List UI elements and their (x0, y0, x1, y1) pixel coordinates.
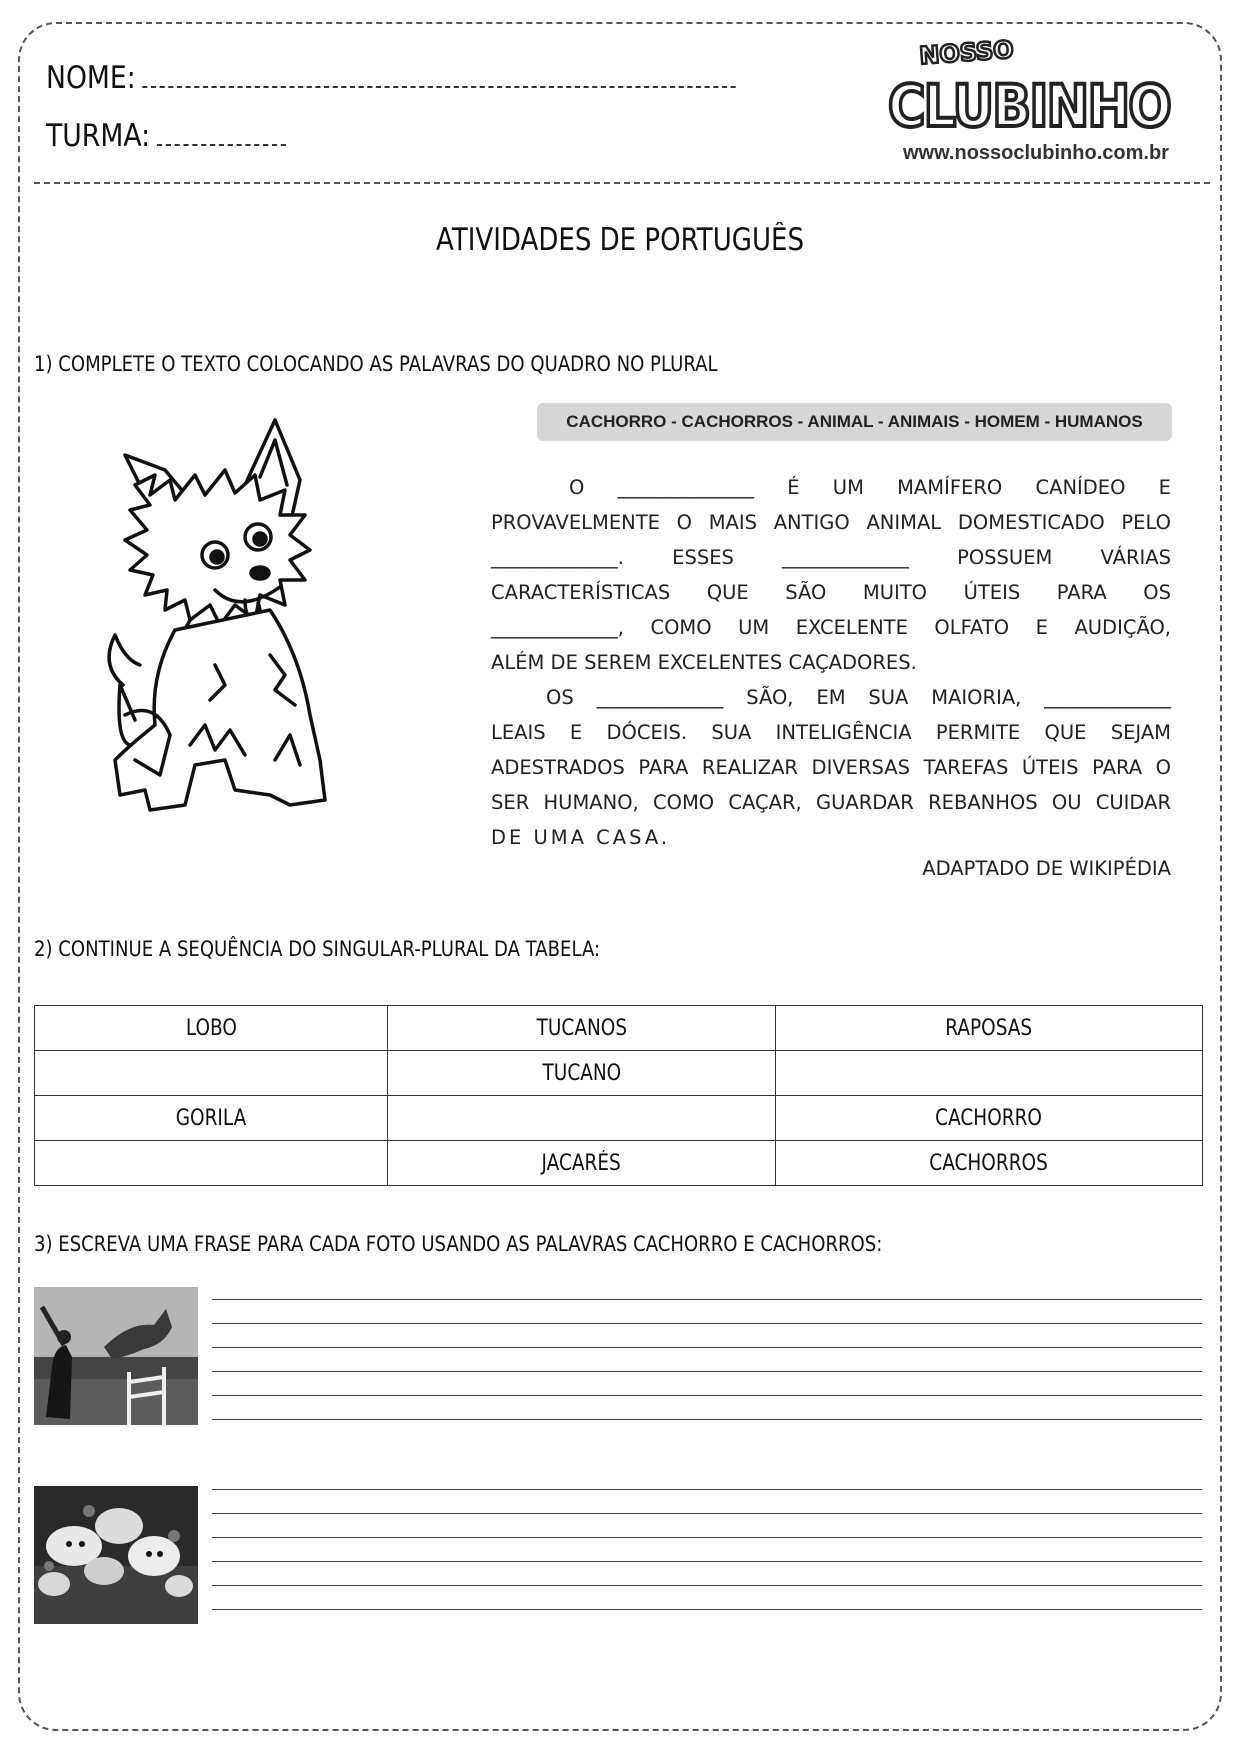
passage-line: ADESTRADOS PARA REALIZAR DIVERSAS TAREFAS ÚTEIS PARA O (491, 756, 1171, 779)
writing-line[interactable] (212, 1609, 1202, 1610)
table-row (35, 1096, 1203, 1141)
table-cell[interactable] (35, 1141, 388, 1186)
table-cell[interactable]: GORILA (35, 1096, 388, 1141)
passage-line: _____________, COMO UM EXCELENTE OLFATO E AUDIÇÃO, (491, 616, 1171, 639)
nosso-clubinho-logo (880, 34, 1180, 144)
table-cell[interactable]: JACARÉS (388, 1141, 776, 1186)
question-1-title: 1) COMPLETE O TEXTO COLOCANDO AS PALAVRAS DO QUADRO NO PLURAL (34, 352, 718, 376)
passage-line: O ______________ É UM MAMÍFERO CANÍDEO E (569, 476, 1171, 499)
dog-illustration (95, 415, 385, 865)
singular-plural-table (34, 1005, 1203, 1186)
passage-line: LEAIS E DÓCEIS. SUA INTELIGÊNCIA PERMITE QUE SEJAM (491, 721, 1171, 744)
header-divider (34, 182, 1210, 184)
question-3-title: 3) ESCREVA UMA FRASE PARA CADA FOTO USANDO AS PALAVRAS CACHORRO E CACHORROS: (34, 1232, 883, 1256)
writing-line[interactable] (212, 1347, 1202, 1348)
logo-top-text: NOSSO (918, 35, 1015, 70)
writing-line[interactable] (212, 1395, 1202, 1396)
passage-line: _____________. ESSES _____________ POSSUEM VÁRIAS (491, 546, 1171, 569)
class-label: TURMA: (46, 118, 151, 154)
table-row (35, 1006, 1203, 1051)
table-cell[interactable] (35, 1051, 388, 1096)
passage-line: CARACTERÍSTICAS QUE SÃO MUITO ÚTEIS PARA OS (491, 581, 1171, 604)
writing-line[interactable] (212, 1513, 1202, 1514)
passage-line: ALÉM DE SEREM EXCELENTES CAÇADORES. (491, 651, 917, 674)
table-cell[interactable] (388, 1096, 776, 1141)
table-row (35, 1051, 1203, 1096)
logo-url: www.nossoclubinho.com.br (903, 142, 1169, 164)
name-field[interactable] (46, 60, 736, 96)
name-label: NOME: (46, 60, 136, 96)
writing-line[interactable] (212, 1371, 1202, 1372)
table-cell[interactable] (776, 1051, 1203, 1096)
photo-puppies-sofa (34, 1486, 198, 1624)
class-field[interactable] (46, 118, 286, 154)
writing-line[interactable] (212, 1585, 1202, 1586)
source-credit: ADAPTADO DE WIKIPÉDIA (922, 857, 1171, 880)
page-title: ATIVIDADES DE PORTUGUÊS (436, 222, 804, 258)
passage-line: PROVAVELMENTE O MAIS ANTIGO ANIMAL DOMESTICADO PELO (491, 511, 1171, 534)
word-box: CACHORRO - CACHORROS - ANIMAL - ANIMAIS - HOMEM - HUMANOS (537, 403, 1172, 441)
writing-line[interactable] (212, 1323, 1202, 1324)
table-cell[interactable]: CACHORROS (776, 1141, 1203, 1186)
logo-main-text: CLUBINHO (888, 72, 1170, 140)
writing-line[interactable] (212, 1299, 1202, 1300)
writing-line[interactable] (212, 1419, 1202, 1420)
photo-dog-jumping (34, 1287, 198, 1425)
passage-line: OS _____________ SÃO, EM SUA MAIORIA, _____________ (546, 686, 1171, 709)
writing-line[interactable] (212, 1561, 1202, 1562)
writing-line[interactable] (212, 1537, 1202, 1538)
table-cell[interactable]: CACHORRO (776, 1096, 1203, 1141)
passage-line: DE UMA CASA. (491, 826, 671, 849)
writing-line[interactable] (212, 1489, 1202, 1490)
class-blank[interactable] (157, 118, 286, 146)
table-cell[interactable]: RAPOSAS (776, 1006, 1203, 1051)
table-row (35, 1141, 1203, 1186)
name-blank[interactable] (143, 60, 736, 88)
question-2-title: 2) CONTINUE A SEQUÊNCIA DO SINGULAR-PLURAL DA TABELA: (34, 937, 601, 961)
table-cell[interactable]: LOBO (35, 1006, 388, 1051)
table-cell[interactable]: TUCANOS (388, 1006, 776, 1051)
table-cell[interactable]: TUCANO (388, 1051, 776, 1096)
passage-line: SER HUMANO, COMO CAÇAR, GUARDAR REBANHOS OU CUIDAR (491, 791, 1171, 814)
passage-text (491, 470, 1171, 855)
